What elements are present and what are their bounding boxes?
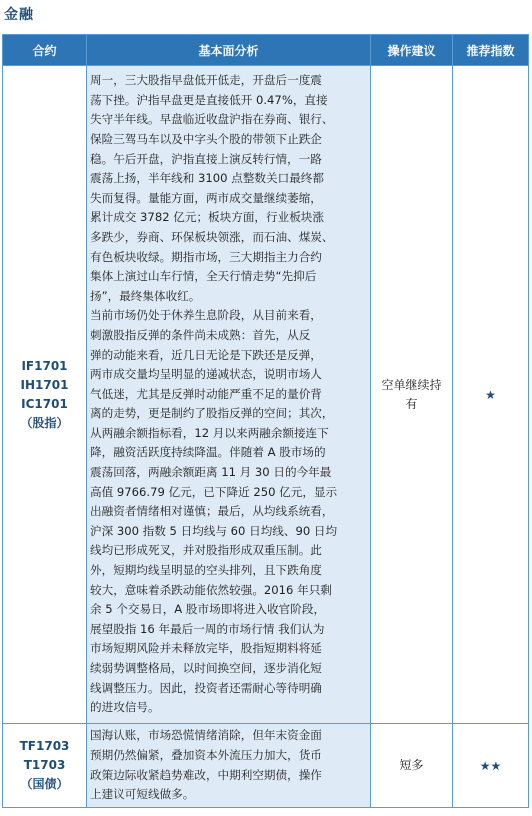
analysis-line: 预期仍然偏紧，叠加资本外流压力加大，货币: [90, 747, 322, 762]
analysis-line: 震荡上扬，半年线和 3100 点整数关口最终都: [90, 171, 324, 186]
futures-recommendation-table: [2, 34, 529, 808]
analysis-line: 从两融余额指标看，12 月以来两融余额接连下: [90, 425, 329, 440]
analysis-line: 气低迷，尤其是反弹时动能严重不足的量价背: [90, 386, 322, 401]
header-operation: 操作建议: [371, 35, 453, 66]
analysis-line: 国海认账，市场恐慌情绪消除，但年末资金面: [90, 728, 322, 743]
operation-cell: [371, 724, 453, 808]
contract-line: （股指）: [20, 415, 69, 430]
analysis-line: 稳。午后开盘，沪指直接上演反转行情，一路: [90, 151, 322, 166]
table-row-treasury: [3, 724, 529, 808]
table-header-row: [3, 35, 529, 66]
analysis-line: 续弱势调整格局，以时间换空间，逐步消化短: [90, 661, 322, 676]
analysis-line: 高值 9766.79 亿元，已下降近 250 亿元，显示: [90, 484, 338, 499]
header-rating: 推荐指数: [453, 35, 529, 66]
analysis-line: 余 5 个交易日，A 股市场即将进入收官阶段，: [90, 602, 326, 617]
analysis-line: 弹的动能来看，近几日无论是下跌还是反弹，: [90, 347, 322, 362]
contract-line: T1703: [23, 758, 66, 772]
analysis-line: 降，融资活跃度持续降温。伴随着 A 股市场的: [90, 445, 326, 460]
analysis-line: 沪深 300 指数 5 日均线与 60 日均线、90 日均: [90, 523, 338, 538]
analysis-line: 上建议可短线做多。: [90, 787, 195, 802]
header-contract: 合约: [3, 35, 87, 66]
analysis-cell: [87, 66, 371, 724]
analysis-line: 震荡回落，两融余额距离 11 月 30 日的今年最: [90, 465, 332, 480]
contract-line: （国债）: [20, 777, 69, 791]
analysis-line: 线均已形成死叉，并对股指形成双重压制。此: [90, 543, 322, 558]
operation-line: 有: [405, 396, 418, 411]
analysis-line: 两市成交量均呈明显的递减状态，说明市场人: [90, 367, 322, 382]
contract-line: IF1701: [21, 358, 68, 373]
analysis-line: 荡下挫。沪指早盘更是直接低开 0.47%，直接: [90, 92, 328, 107]
analysis-line: 离的走势，更是制约了股指反弹的空间；其次，: [90, 406, 334, 421]
analysis-line: 市场短期风险并未释放完毕，股指短期料将延: [90, 641, 322, 656]
analysis-line: 出融资者情绪相对谨慎；最后，从均线系统看，: [90, 504, 334, 519]
analysis-cell: [87, 724, 371, 808]
contract-line: IC1701: [21, 396, 68, 411]
contract-line: TF1703: [19, 739, 70, 753]
analysis-line: 集体上演过山车行情，全天行情走势“先抑后: [90, 269, 317, 284]
rating-stars: ★★: [453, 724, 529, 808]
analysis-line: 失而复得。量能方面，两市成交量继续萎缩，: [90, 190, 322, 205]
contract-cell: [3, 724, 87, 808]
header-analysis: 基本面分析: [87, 35, 371, 66]
table-row-stock-index: [3, 66, 529, 724]
analysis-line: 刺激股指反弹的条件尚未成熟：首先，从反: [90, 327, 311, 342]
analysis-line: 扬”，最终集体收红。: [90, 288, 201, 303]
analysis-line: 的进攻信号。: [90, 700, 160, 715]
analysis-line: 当前市场仍处于休养生息阶段，从目前来看，: [90, 308, 322, 323]
operation-line: 空单继续持: [381, 377, 442, 392]
analysis-line: 保险三驾马车以及中字头个股的带领下止跌企: [90, 131, 322, 146]
analysis-line: 政策边际收紧趋势难改，中期利空期债，操作: [90, 767, 322, 782]
analysis-line: 累计成交 3782 亿元；板块方面，行业板块涨: [90, 210, 324, 225]
rating-stars: ★: [453, 66, 529, 724]
contract-line: IH1701: [20, 377, 69, 392]
analysis-line: 周一，三大股指早盘低开低走，开盘后一度震: [90, 73, 322, 88]
contract-cell: [3, 66, 87, 724]
section-title: 金融: [4, 7, 34, 23]
analysis-line: 较大，意味着杀跌动能依然较强。2016 年只剩: [90, 582, 332, 597]
operation-cell: [371, 66, 453, 724]
analysis-line: 线调整压力。因此，投资者还需耐心等待明确: [90, 680, 322, 695]
analysis-line: 失守半年线。早盘临近收盘沪指在券商、银行、: [90, 112, 334, 127]
analysis-line: 展望股指 16 年最后一周的市场行情 我们认为: [90, 621, 325, 636]
analysis-line: 外，短期均线呈明显的空头排列，且下跌角度: [90, 563, 322, 578]
analysis-line: 有色板块收绿。期指市场，三大期指主力合约: [90, 249, 322, 264]
analysis-line: 多跌少，券商、环保板块领涨，而石油、煤炭、: [90, 229, 334, 244]
operation-line: 短多: [399, 758, 424, 772]
